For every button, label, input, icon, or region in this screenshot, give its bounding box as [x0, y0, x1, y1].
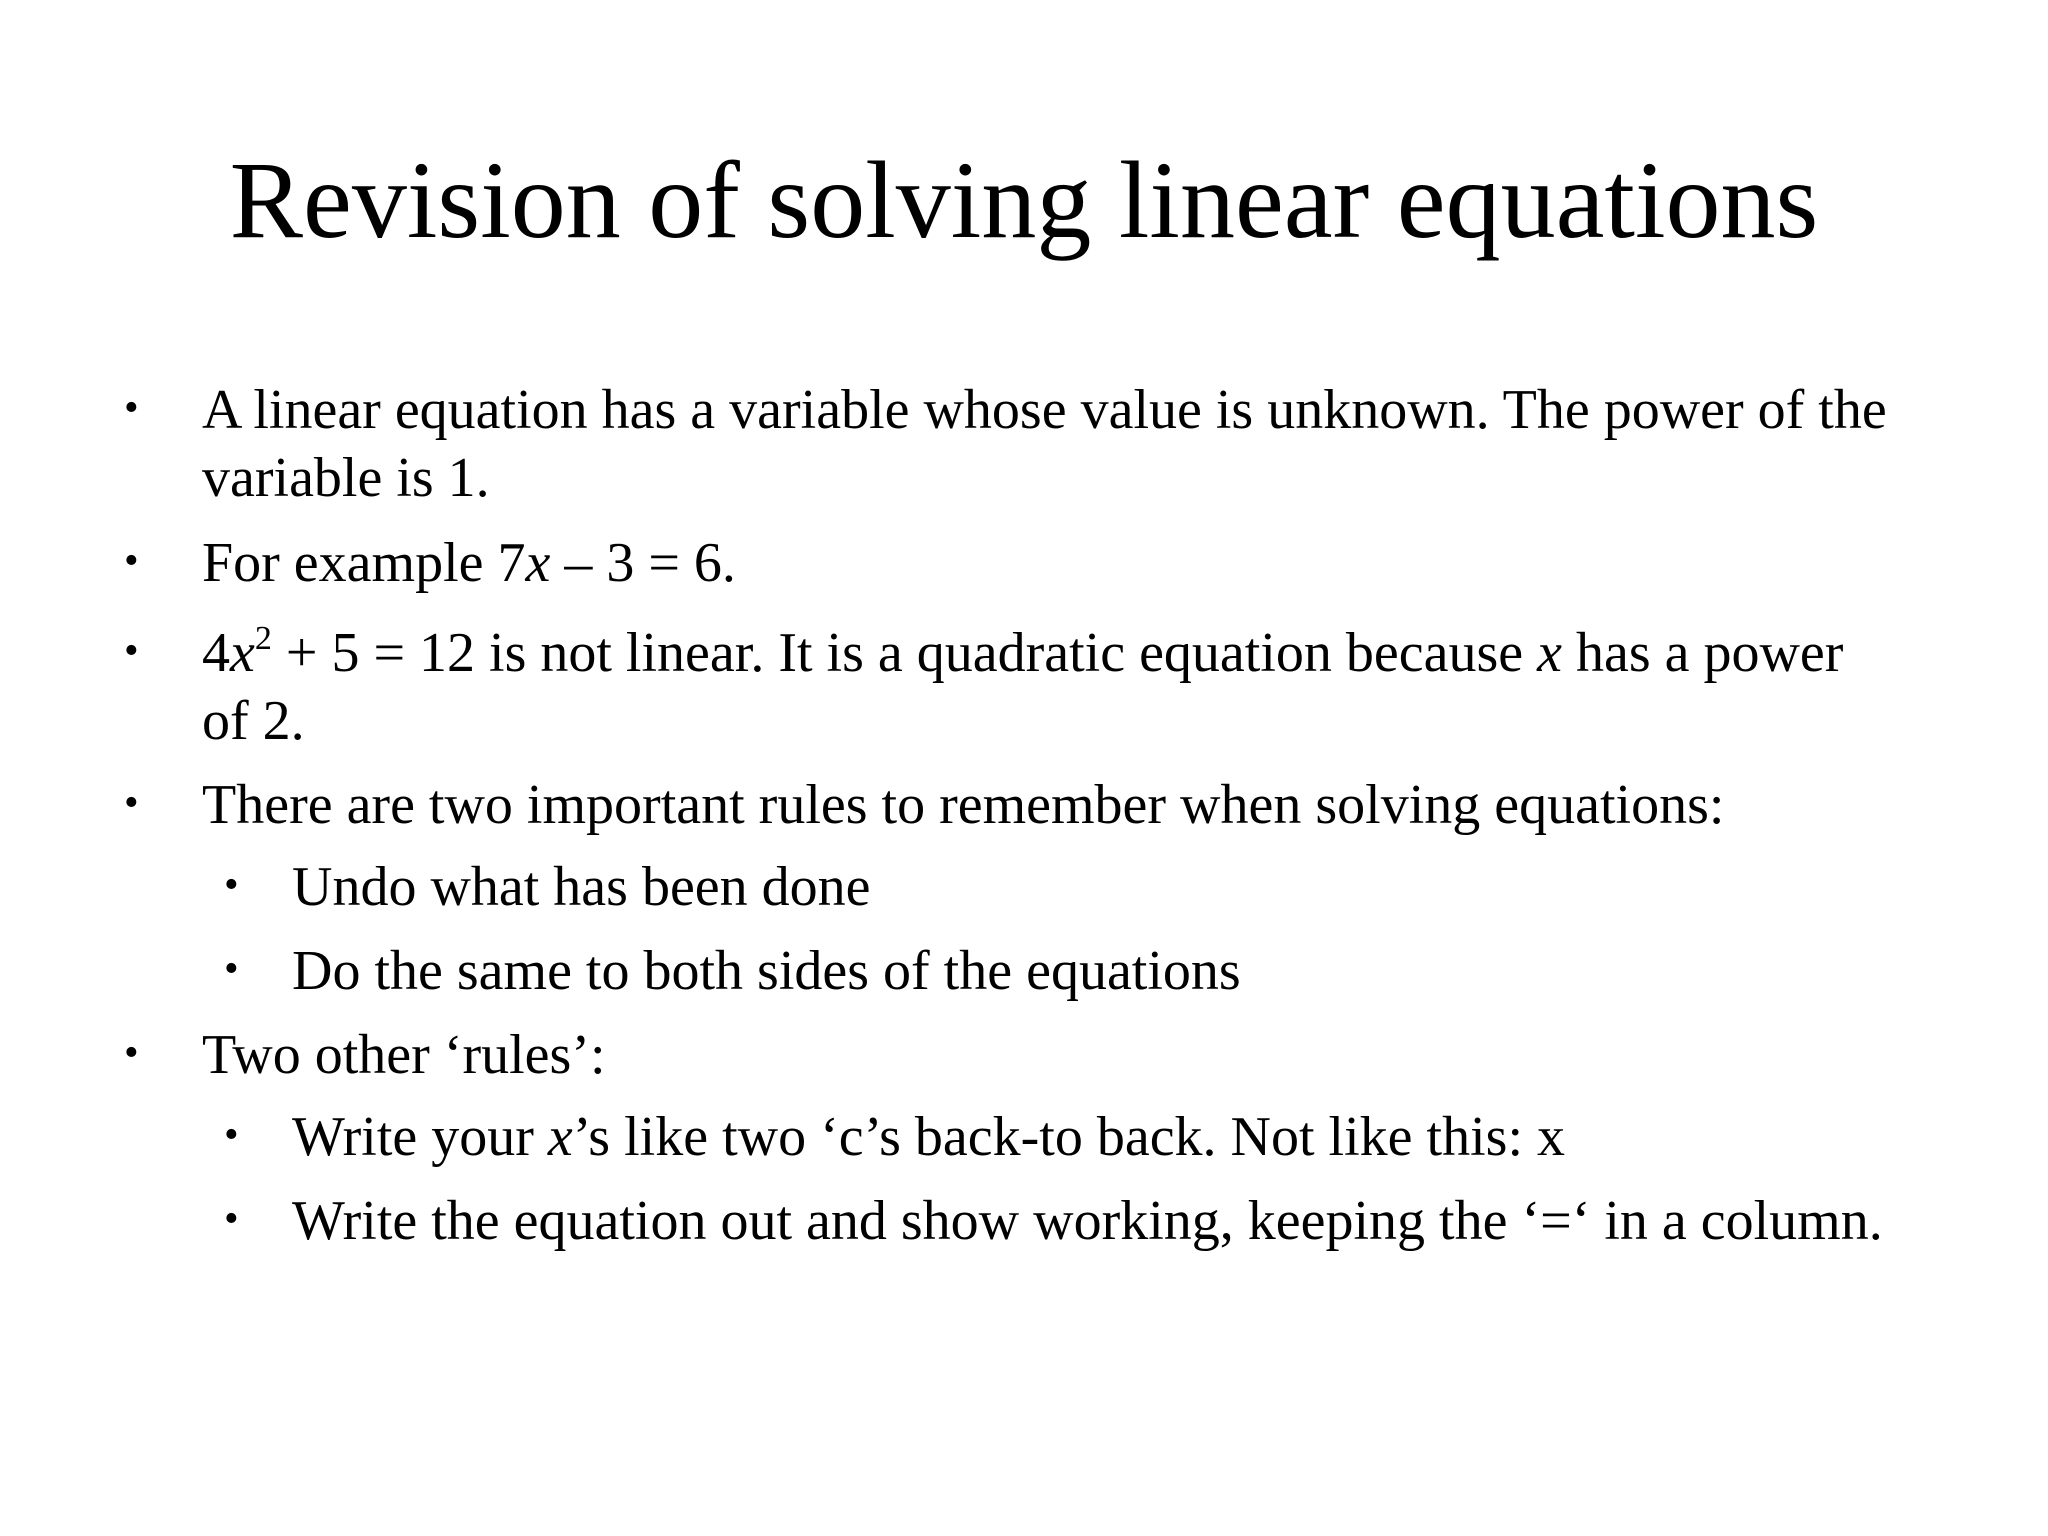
bullet-marker: •: [124, 1030, 139, 1076]
bullet-4-sub-2: Do the same to both sides of the equations: [292, 940, 1241, 1002]
bullet-2-variable: x: [525, 532, 551, 594]
sub-bullet-marker: •: [224, 1196, 239, 1242]
bullet-3-coefficient: 4: [202, 622, 230, 684]
bullet-2-line: [202, 530, 736, 596]
bullet-3-line-2: of 2.: [202, 690, 305, 752]
bullet-2-text-pre: For example 7: [202, 532, 526, 594]
bullet-marker: •: [124, 628, 139, 674]
bullet-1-line-1: A linear equation has a variable whose value is unknown. The power of the: [202, 379, 1887, 441]
sub-bullet-marker: •: [224, 1112, 239, 1158]
bullet-3-variable-2: x: [1537, 622, 1562, 684]
bullet-3-line-1: [202, 620, 1843, 686]
bullet-5-sub-1-post: ’s like two ‘c’s back-to back. Not like this: x: [572, 1106, 1565, 1168]
sub-bullet-marker: •: [224, 862, 239, 908]
bullet-marker: •: [124, 385, 139, 431]
bullet-4-sub-1: Undo what has been done: [292, 856, 871, 918]
slide-title: Revision of solving linear equations: [229, 139, 1819, 261]
bullet-5-sub-1-variable: x: [547, 1106, 573, 1168]
bullet-3-exponent: 2: [254, 620, 272, 657]
bullet-5-sub-1-pre: Write your: [292, 1106, 548, 1168]
bullet-marker: •: [124, 538, 139, 584]
bullet-1-line-2: variable is 1.: [202, 447, 490, 509]
bullet-5-sub-2: Write the equation out and show working, keeping the ‘=‘ in a column.: [292, 1190, 1883, 1252]
bullet-5-line: Two other ‘rules’:: [202, 1024, 606, 1086]
bullet-3-text-mid: + 5 = 12 is not linear. It is a quadratic equation because: [271, 622, 1538, 684]
bullet-3-text-end: has a power: [1561, 622, 1844, 684]
bullet-marker: •: [124, 780, 139, 826]
bullet-5-sub-1: [292, 1104, 1565, 1170]
bullet-2-text-post: – 3 = 6.: [550, 532, 736, 594]
bullet-3-variable: x: [230, 622, 255, 684]
bullet-4-line: There are two important rules to remember when solving equations:: [202, 774, 1725, 836]
sub-bullet-marker: •: [224, 946, 239, 992]
